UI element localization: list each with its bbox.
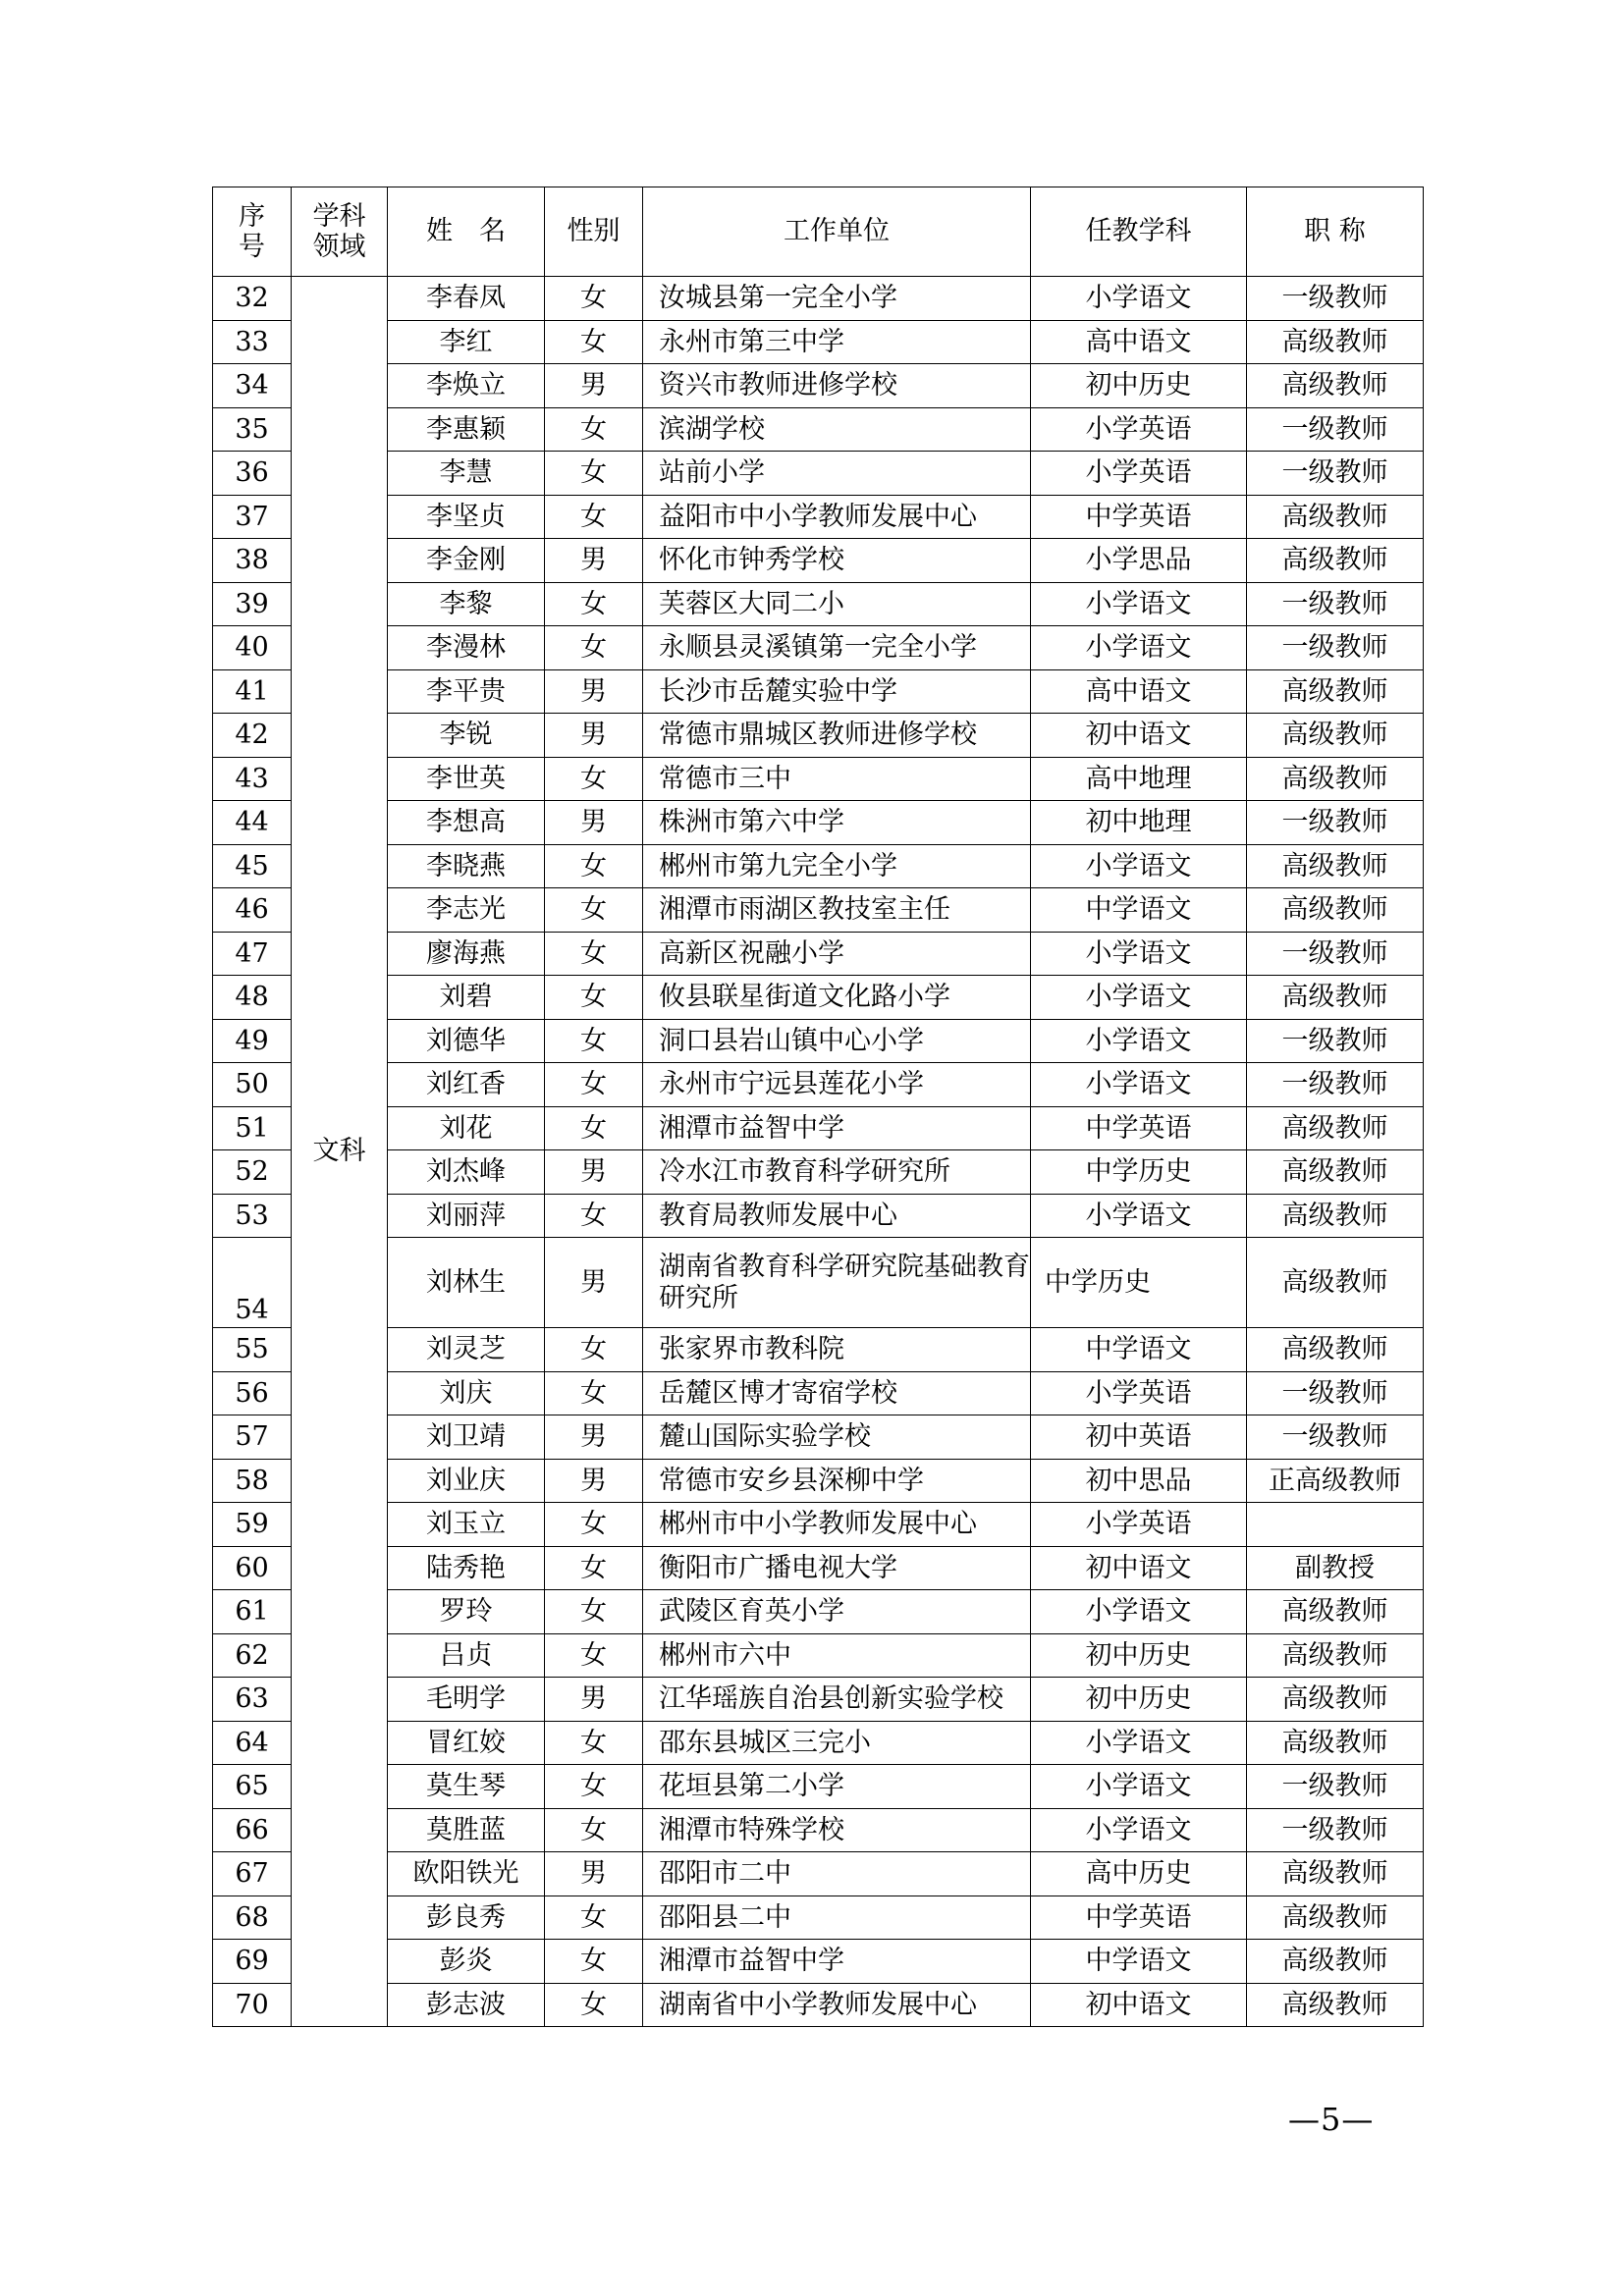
professional-title: 正高级教师: [1247, 1459, 1424, 1503]
teacher-name: 彭炎: [388, 1940, 545, 1984]
teacher-gender: 女: [545, 1633, 643, 1678]
teaching-subject: 小学英语: [1031, 1371, 1247, 1415]
professional-title: 高级教师: [1247, 888, 1424, 933]
professional-title: 高级教师: [1247, 1150, 1424, 1195]
row-number: 55: [213, 1328, 292, 1372]
table-row: [213, 669, 1424, 714]
table-row: [213, 1194, 1424, 1238]
row-number: 59: [213, 1503, 292, 1547]
professional-title: 高级教师: [1247, 1194, 1424, 1238]
professional-title: 一级教师: [1247, 626, 1424, 670]
row-number: 33: [213, 320, 292, 364]
professional-title: 高级教师: [1247, 1590, 1424, 1634]
row-number: 69: [213, 1940, 292, 1984]
work-unit: 湖南省中小学教师发展中心: [643, 1983, 1031, 2027]
work-unit: 岳麓区博才寄宿学校: [643, 1371, 1031, 1415]
table-row: [213, 1940, 1424, 1984]
professional-title: 一级教师: [1247, 1808, 1424, 1852]
professional-title: 高级教师: [1247, 1328, 1424, 1372]
teaching-subject: 中学语文: [1031, 888, 1247, 933]
work-unit: 教育局教师发展中心: [643, 1194, 1031, 1238]
table-row: [213, 539, 1424, 583]
row-number: 68: [213, 1896, 292, 1940]
teaching-subject: 小学语文: [1031, 277, 1247, 321]
table-row: [213, 277, 1424, 321]
table-row: [213, 1150, 1424, 1195]
teacher-name: 李黎: [388, 582, 545, 626]
professional-title: 高级教师: [1247, 1983, 1424, 2027]
work-unit: 郴州市第九完全小学: [643, 844, 1031, 888]
professional-title: 一级教师: [1247, 1019, 1424, 1063]
row-number: 60: [213, 1546, 292, 1590]
professional-title: 高级教师: [1247, 976, 1424, 1020]
row-number: 67: [213, 1852, 292, 1896]
teacher-name: 李想高: [388, 801, 545, 845]
work-unit: 滨湖学校: [643, 407, 1031, 452]
teaching-subject: 高中历史: [1031, 1852, 1247, 1896]
table-row: [213, 320, 1424, 364]
teaching-subject: 中学历史: [1031, 1238, 1247, 1328]
teacher-gender: 男: [545, 669, 643, 714]
teaching-subject: 小学语文: [1031, 626, 1247, 670]
row-number: 50: [213, 1063, 292, 1107]
professional-title: 一级教师: [1247, 1765, 1424, 1809]
teacher-gender: 女: [545, 1721, 643, 1765]
row-number: 49: [213, 1019, 292, 1063]
teaching-subject: 小学语文: [1031, 844, 1247, 888]
teacher-name: 刘庆: [388, 1371, 545, 1415]
teaching-subject: 初中英语: [1031, 1415, 1247, 1460]
table-row: [213, 1328, 1424, 1372]
row-number: 38: [213, 539, 292, 583]
table-row: [213, 1808, 1424, 1852]
table-row: [213, 364, 1424, 408]
teaching-subject: 高中语文: [1031, 320, 1247, 364]
row-number: 42: [213, 714, 292, 758]
teaching-subject: 中学英语: [1031, 1106, 1247, 1150]
teaching-subject: 初中语文: [1031, 1546, 1247, 1590]
work-unit: 益阳市中小学教师发展中心: [643, 495, 1031, 539]
teaching-subject: 初中历史: [1031, 1678, 1247, 1722]
table-row: [213, 1503, 1424, 1547]
teaching-subject: 中学历史: [1031, 1150, 1247, 1195]
professional-title: 高级教师: [1247, 1238, 1424, 1328]
teacher-name: 李晓燕: [388, 844, 545, 888]
work-unit: 麓山国际实验学校: [643, 1415, 1031, 1460]
work-unit: 江华瑶族自治县创新实验学校: [643, 1678, 1031, 1722]
row-number: 66: [213, 1808, 292, 1852]
table-row: [213, 1371, 1424, 1415]
teacher-gender: 女: [545, 1328, 643, 1372]
teacher-name: 刘红香: [388, 1063, 545, 1107]
header-name: 姓 名: [388, 187, 545, 277]
work-unit: 株洲市第六中学: [643, 801, 1031, 845]
row-number: 32: [213, 277, 292, 321]
work-unit: 长沙市岳麓实验中学: [643, 669, 1031, 714]
professional-title: 高级教师: [1247, 714, 1424, 758]
teacher-name: 莫胜蓝: [388, 1808, 545, 1852]
teacher-roster-table: [212, 187, 1424, 2027]
work-unit: 站前小学: [643, 452, 1031, 496]
teaching-subject: 小学英语: [1031, 452, 1247, 496]
teaching-subject: 小学英语: [1031, 1503, 1247, 1547]
row-number: 39: [213, 582, 292, 626]
teaching-subject: 小学语文: [1031, 1019, 1247, 1063]
teacher-gender: 女: [545, 1019, 643, 1063]
table-row: [213, 1106, 1424, 1150]
teacher-gender: 男: [545, 364, 643, 408]
work-unit: 常德市三中: [643, 757, 1031, 801]
row-number: 70: [213, 1983, 292, 2027]
professional-title: 副教授: [1247, 1546, 1424, 1590]
teacher-name: 欧阳铁光: [388, 1852, 545, 1896]
header-field-line1: 学科: [312, 200, 366, 232]
professional-title: 高级教师: [1247, 669, 1424, 714]
row-number: 46: [213, 888, 292, 933]
teacher-gender: 女: [545, 1808, 643, 1852]
work-unit: 永顺县灵溪镇第一完全小学: [643, 626, 1031, 670]
table-row: [213, 1546, 1424, 1590]
teaching-subject: 初中历史: [1031, 364, 1247, 408]
professional-title: 一级教师: [1247, 407, 1424, 452]
teacher-name: 毛明学: [388, 1678, 545, 1722]
work-unit: 郴州市中小学教师发展中心: [643, 1503, 1031, 1547]
work-unit: 永州市宁远县莲花小学: [643, 1063, 1031, 1107]
teaching-subject: 中学语文: [1031, 1940, 1247, 1984]
teacher-name: 吕贞: [388, 1633, 545, 1678]
table-row: [213, 932, 1424, 976]
professional-title: 一级教师: [1247, 277, 1424, 321]
table-row: [213, 757, 1424, 801]
work-unit: 芙蓉区大同二小: [643, 582, 1031, 626]
work-unit: 湘潭市特殊学校: [643, 1808, 1031, 1852]
table-body: [213, 277, 1424, 2027]
teaching-subject: 初中语文: [1031, 1983, 1247, 2027]
professional-title: 一级教师: [1247, 1415, 1424, 1460]
work-unit: 常德市鼎城区教师进修学校: [643, 714, 1031, 758]
work-unit: 张家界市教科院: [643, 1328, 1031, 1372]
professional-title: [1247, 1503, 1424, 1547]
teacher-gender: 男: [545, 1852, 643, 1896]
work-unit: 永州市第三中学: [643, 320, 1031, 364]
row-number: 53: [213, 1194, 292, 1238]
teacher-name: 莫生琴: [388, 1765, 545, 1809]
teacher-name: 李漫林: [388, 626, 545, 670]
professional-title: 高级教师: [1247, 1721, 1424, 1765]
table-row: [213, 1633, 1424, 1678]
teacher-gender: 女: [545, 1194, 643, 1238]
row-number: 40: [213, 626, 292, 670]
table-row: [213, 976, 1424, 1020]
teaching-subject: 中学英语: [1031, 495, 1247, 539]
row-number: 54: [213, 1238, 292, 1328]
table-row: [213, 801, 1424, 845]
teaching-subject: 小学思品: [1031, 539, 1247, 583]
table-row: [213, 1019, 1424, 1063]
teacher-gender: 女: [545, 1940, 643, 1984]
teacher-gender: 女: [545, 495, 643, 539]
table-row: [213, 1459, 1424, 1503]
teacher-gender: 女: [545, 582, 643, 626]
professional-title: 一级教师: [1247, 1063, 1424, 1107]
teaching-subject: 初中思品: [1031, 1459, 1247, 1503]
work-unit: 常德市安乡县深柳中学: [643, 1459, 1031, 1503]
teacher-gender: 男: [545, 1678, 643, 1722]
teaching-subject: 初中历史: [1031, 1633, 1247, 1678]
professional-title: 一级教师: [1247, 801, 1424, 845]
work-unit: 湘潭市雨湖区教技室主任: [643, 888, 1031, 933]
table-row: [213, 1063, 1424, 1107]
teaching-subject: 高中语文: [1031, 669, 1247, 714]
work-unit: 高新区祝融小学: [643, 932, 1031, 976]
header-field-line2: 领域: [312, 232, 366, 262]
work-unit: 武陵区育英小学: [643, 1590, 1031, 1634]
row-number: 43: [213, 757, 292, 801]
teacher-name: 李志光: [388, 888, 545, 933]
professional-title: 一级教师: [1247, 582, 1424, 626]
header-field: [292, 187, 388, 277]
teacher-name: 李惠颖: [388, 407, 545, 452]
row-number: 52: [213, 1150, 292, 1195]
professional-title: 高级教师: [1247, 1852, 1424, 1896]
teacher-name: 李世英: [388, 757, 545, 801]
teacher-name: 刘玉立: [388, 1503, 545, 1547]
table-row: [213, 888, 1424, 933]
table-row: [213, 452, 1424, 496]
work-unit: 衡阳市广播电视大学: [643, 1546, 1031, 1590]
teacher-gender: 女: [545, 932, 643, 976]
row-number: 37: [213, 495, 292, 539]
row-number: 61: [213, 1590, 292, 1634]
teacher-gender: 女: [545, 1896, 643, 1940]
teaching-subject: 中学英语: [1031, 1896, 1247, 1940]
professional-title: 一级教师: [1247, 932, 1424, 976]
professional-title: 高级教师: [1247, 495, 1424, 539]
work-unit: 汝城县第一完全小学: [643, 277, 1031, 321]
row-number: 47: [213, 932, 292, 976]
header-seq: [213, 187, 292, 277]
work-unit: 郴州市六中: [643, 1633, 1031, 1678]
header-subject: 任教学科: [1031, 187, 1247, 277]
row-number: 57: [213, 1415, 292, 1460]
teacher-name: 李春凤: [388, 277, 545, 321]
header-gender: 性别: [545, 187, 643, 277]
work-unit: 冷水江市教育科学研究所: [643, 1150, 1031, 1195]
work-unit: 怀化市钟秀学校: [643, 539, 1031, 583]
teacher-name: 刘丽萍: [388, 1194, 545, 1238]
teacher-name: 李慧: [388, 452, 545, 496]
teacher-gender: 女: [545, 277, 643, 321]
teaching-subject: 高中地理: [1031, 757, 1247, 801]
table-row: [213, 1590, 1424, 1634]
table-row: [213, 582, 1424, 626]
teaching-subject: 小学语文: [1031, 1063, 1247, 1107]
table-row: [213, 1678, 1424, 1722]
teacher-gender: 女: [545, 1546, 643, 1590]
row-number: 41: [213, 669, 292, 714]
teaching-subject: 初中语文: [1031, 714, 1247, 758]
table-row: [213, 1415, 1424, 1460]
teacher-gender: 男: [545, 1459, 643, 1503]
header-row: [213, 187, 1424, 277]
row-number: 65: [213, 1765, 292, 1809]
work-unit: 洞口县岩山镇中心小学: [643, 1019, 1031, 1063]
table-row: [213, 626, 1424, 670]
teaching-subject: 中学语文: [1031, 1328, 1247, 1372]
work-unit: 湘潭市益智中学: [643, 1106, 1031, 1150]
teacher-gender: 女: [545, 452, 643, 496]
teacher-gender: 男: [545, 539, 643, 583]
row-number: 45: [213, 844, 292, 888]
row-number: 56: [213, 1371, 292, 1415]
teacher-gender: 女: [545, 1765, 643, 1809]
subject-field-cell: 文科: [292, 277, 388, 2027]
teaching-subject: 小学语文: [1031, 582, 1247, 626]
professional-title: 一级教师: [1247, 1371, 1424, 1415]
row-number: 48: [213, 976, 292, 1020]
teacher-name: 廖海燕: [388, 932, 545, 976]
teacher-gender: 女: [545, 407, 643, 452]
teacher-name: 刘业庆: [388, 1459, 545, 1503]
row-number: 51: [213, 1106, 292, 1150]
table-row: [213, 1765, 1424, 1809]
teaching-subject: 初中地理: [1031, 801, 1247, 845]
teacher-name: 刘卫靖: [388, 1415, 545, 1460]
teacher-gender: 女: [545, 1590, 643, 1634]
table-row: [213, 1896, 1424, 1940]
professional-title: 一级教师: [1247, 452, 1424, 496]
row-number: 62: [213, 1633, 292, 1678]
work-unit: 湘潭市益智中学: [643, 1940, 1031, 1984]
teacher-name: 刘德华: [388, 1019, 545, 1063]
work-unit: 邵阳市二中: [643, 1852, 1031, 1896]
teacher-name: 李坚贞: [388, 495, 545, 539]
row-number: 35: [213, 407, 292, 452]
teacher-gender: 男: [545, 714, 643, 758]
table-row: [213, 495, 1424, 539]
teacher-gender: 女: [545, 888, 643, 933]
professional-title: 高级教师: [1247, 1940, 1424, 1984]
teacher-name: 陆秀艳: [388, 1546, 545, 1590]
professional-title: 高级教师: [1247, 320, 1424, 364]
teaching-subject: 小学语文: [1031, 976, 1247, 1020]
teacher-name: 刘碧: [388, 976, 545, 1020]
teacher-gender: 女: [545, 1106, 643, 1150]
work-unit: 湖南省教育科学研究院基础教育研究所: [643, 1238, 1031, 1328]
professional-title: 高级教师: [1247, 364, 1424, 408]
teaching-subject: 小学语文: [1031, 1808, 1247, 1852]
table-row: [213, 1238, 1424, 1328]
row-number: 44: [213, 801, 292, 845]
teacher-name: 李锐: [388, 714, 545, 758]
teacher-gender: 女: [545, 976, 643, 1020]
teaching-subject: 小学语文: [1031, 1590, 1247, 1634]
teacher-gender: 女: [545, 1063, 643, 1107]
teaching-subject: 小学语文: [1031, 932, 1247, 976]
teacher-name: 刘灵芝: [388, 1328, 545, 1372]
teacher-name: 彭良秀: [388, 1896, 545, 1940]
table-row: [213, 714, 1424, 758]
teacher-gender: 男: [545, 1150, 643, 1195]
teacher-gender: 女: [545, 1371, 643, 1415]
work-unit: 攸县联星街道文化路小学: [643, 976, 1031, 1020]
teacher-gender: 女: [545, 844, 643, 888]
teacher-name: 刘杰峰: [388, 1150, 545, 1195]
row-number: 64: [213, 1721, 292, 1765]
table-row: [213, 1983, 1424, 2027]
teaching-subject: 小学英语: [1031, 407, 1247, 452]
teacher-gender: 男: [545, 1238, 643, 1328]
work-unit: 花垣县第二小学: [643, 1765, 1031, 1809]
header-seq-line1: 序: [239, 200, 265, 232]
row-number: 36: [213, 452, 292, 496]
teacher-name: 刘林生: [388, 1238, 545, 1328]
teaching-subject: 小学语文: [1031, 1194, 1247, 1238]
professional-title: 高级教师: [1247, 1633, 1424, 1678]
professional-title: 高级教师: [1247, 1896, 1424, 1940]
table-row: [213, 1852, 1424, 1896]
header-title: 职 称: [1247, 187, 1424, 277]
row-number: 34: [213, 364, 292, 408]
table-row: [213, 407, 1424, 452]
header-unit: 工作单位: [643, 187, 1031, 277]
teacher-gender: 男: [545, 801, 643, 845]
teacher-name: 刘花: [388, 1106, 545, 1150]
row-number: 58: [213, 1459, 292, 1503]
teacher-name: 罗玲: [388, 1590, 545, 1634]
teacher-gender: 女: [545, 1503, 643, 1547]
header-seq-line2: 号: [239, 232, 265, 262]
teacher-name: 李焕立: [388, 364, 545, 408]
professional-title: 高级教师: [1247, 539, 1424, 583]
teacher-gender: 女: [545, 757, 643, 801]
teacher-name: 李红: [388, 320, 545, 364]
professional-title: 高级教师: [1247, 1106, 1424, 1150]
work-unit: 邵阳县二中: [643, 1896, 1031, 1940]
teacher-name: 冒红姣: [388, 1721, 545, 1765]
teacher-gender: 女: [545, 320, 643, 364]
table-row: [213, 844, 1424, 888]
teacher-gender: 男: [545, 1415, 643, 1460]
teacher-gender: 女: [545, 1983, 643, 2027]
teacher-name: 李平贵: [388, 669, 545, 714]
teaching-subject: 小学语文: [1031, 1721, 1247, 1765]
teacher-gender: 女: [545, 626, 643, 670]
teaching-subject: 小学语文: [1031, 1765, 1247, 1809]
work-unit: 资兴市教师进修学校: [643, 364, 1031, 408]
professional-title: 高级教师: [1247, 1678, 1424, 1722]
page-number: —5—: [1288, 2101, 1375, 2138]
table-row: [213, 1721, 1424, 1765]
teacher-name: 李金刚: [388, 539, 545, 583]
work-unit: 邵东县城区三完小: [643, 1721, 1031, 1765]
professional-title: 高级教师: [1247, 844, 1424, 888]
row-number: 63: [213, 1678, 292, 1722]
professional-title: 高级教师: [1247, 757, 1424, 801]
teacher-name: 彭志波: [388, 1983, 545, 2027]
